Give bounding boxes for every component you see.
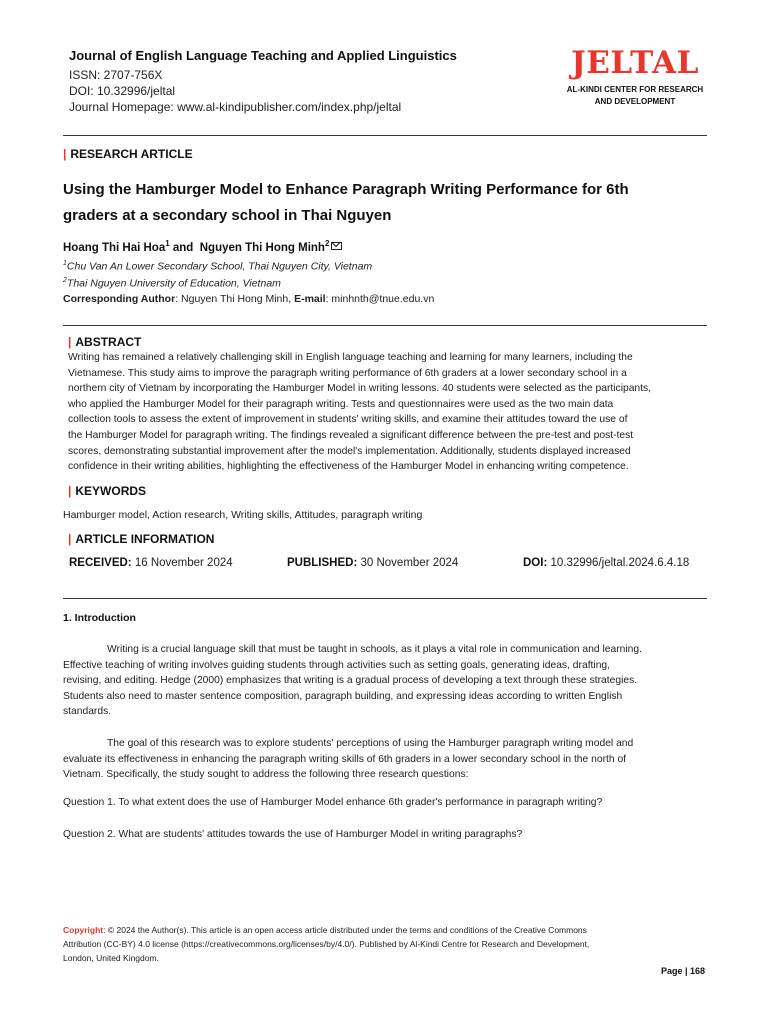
abstract-line: northern city of Vietnam by incorporating the Hamburger Model in writing lessons. 40 students were selected as the participants,	[68, 383, 652, 395]
title-line: graders at a secondary school in Thai Nguyen	[63, 207, 392, 224]
affil-text: Chu Van An Lower Secondary School, Thai Nguyen City, Vietnam	[66, 260, 373, 273]
paragraph-line: standards.	[63, 706, 112, 717]
abstract-line: who applied the Hamburger Model for their paragraph writing. Tests and questionnaires were used as the two main data	[68, 398, 614, 410]
copyright-notice	[63, 923, 703, 965]
copyright-line: Attribution (CC-BY) 4.0 license (https://creativecommons.org/licenses/by/4.0/). Published by Al-Kindi Centre for Research and Development,	[63, 939, 590, 949]
brand-subtitle-2: AND DEVELOPMENT	[594, 97, 676, 106]
affil-text: Thai Nguyen University of Education, Vietnam	[66, 277, 281, 290]
doi-label: DOI:	[523, 557, 548, 569]
section-article-information	[68, 532, 214, 546]
corr-label: Corresponding Author	[63, 293, 176, 305]
issn: ISSN: 2707-756X	[69, 68, 163, 82]
copyright-line: London, United Kingdom.	[63, 953, 159, 963]
section-label: ARTICLE INFORMATION	[75, 532, 215, 546]
author-and: and	[172, 241, 194, 254]
publisher-logo	[560, 45, 710, 108]
affiliation-1	[63, 260, 372, 273]
abstract-line: confidence in their writing abilities, highlighting the effectiveness of the Hamburger Model in enhancing writing competence.	[68, 461, 629, 473]
affil-sup: 1	[63, 260, 67, 267]
email-label: E-mail	[294, 293, 326, 305]
paragraph-1	[63, 642, 703, 720]
paragraph-line: Vietnam. Specifically, the study sought to address the following three research questions:	[63, 769, 469, 780]
abstract-line: collection tools to assess the extent of improvement in students' writing skills, and examine their attitudes toward the use of	[68, 414, 628, 426]
article-doi	[523, 557, 689, 569]
section-label: ABSTRACT	[75, 335, 142, 349]
research-question-1: Question 1. To what extent does the use of Hamburger Model enhance 6th grader's performance in paragraph writing?	[63, 797, 603, 808]
affiliation-2	[63, 277, 281, 290]
section-bar: |	[63, 147, 67, 161]
published-label: PUBLISHED:	[287, 557, 358, 569]
received-value: 16 November 2024	[134, 557, 233, 569]
published-date	[287, 557, 458, 569]
author-sup: 2	[324, 239, 330, 248]
corr-name: : Nguyen Thi Hong Minh,	[175, 293, 292, 305]
page-number: Page | 168	[660, 966, 705, 976]
section-bar: |	[68, 484, 72, 498]
paragraph-2	[63, 736, 703, 783]
section-bar: |	[68, 532, 72, 546]
section-research-article	[63, 147, 193, 161]
section-label: RESEARCH ARTICLE	[70, 147, 193, 161]
abstract-line: scores, demonstrating substantial improvement after the model's implementation. Additionally, students displayed increased	[68, 445, 631, 457]
keywords-list: Hamburger model, Action research, Writing skills, Attitudes, paragraph writing	[63, 509, 423, 521]
authors	[63, 239, 342, 254]
section-bar: |	[68, 335, 72, 349]
copyright-text: : © 2024 the Author(s). This article is an open access article distributed under the terms and conditions of the Creative Commons	[103, 925, 587, 935]
corresponding-author	[63, 293, 434, 305]
paragraph-text: Writing is a crucial language skill that must be taught in schools, as it plays a vital role in communication and learning.	[107, 644, 642, 655]
received-date	[69, 557, 233, 569]
paragraph-line	[63, 642, 703, 658]
published-value: 30 November 2024	[360, 557, 459, 569]
email-value[interactable]: : minhnth@tnue.edu.vn	[325, 293, 435, 305]
paragraph-line: revising, and editing. Hedge (2000) emphasizes that writing is a gradual process of developing a text through these strategies.	[63, 675, 638, 686]
copyright-label: Copyright	[63, 925, 104, 935]
paragraph-text: The goal of this research was to explore students' perceptions of using the Hamburger paragraph writing model and	[107, 738, 634, 749]
abstract-line: the Hamburger Model for paragraph writing. The findings revealed a significant difference between the pre-test and post-test	[68, 429, 634, 441]
paragraph-line: Effective teaching of writing involves guiding students through activities such as setting goals, generating ideas, drafting,	[63, 659, 611, 671]
affil-sup: 2	[63, 277, 67, 284]
paragraph-line: Students also need to master sentence composition, paragraph building, and expressing ideas according to written English	[63, 690, 623, 702]
brand-subtitle-1: AL-KINDI CENTER FOR RESEARCH	[566, 85, 704, 94]
journal-doi: DOI: 10.32996/jeltal	[69, 84, 176, 98]
section-keywords	[68, 484, 146, 498]
section-heading-introduction: 1. Introduction	[63, 612, 136, 624]
journal-title: Journal of English Language Teaching and Applied Linguistics	[69, 48, 457, 63]
divider	[63, 325, 707, 326]
doi-value[interactable]: 10.32996/jeltal.2024.6.4.18	[550, 557, 690, 569]
paragraph-line: evaluate its effectiveness in enhancing the paragraph writing skills of 6th graders in a lower secondary school in the north of	[63, 753, 627, 765]
author-name: Hoang Thi Hai Hoa	[63, 241, 166, 254]
author-sup: 1	[165, 239, 170, 248]
journal-homepage[interactable]: Journal Homepage: www.al-kindipublisher.com/index.php/jeltal	[69, 100, 402, 114]
brand-name: JELTAL	[571, 45, 699, 81]
abstract-line: Vietnamese. This study aims to improve the paragraph writing performance of 6th graders at a lower secondary school in a	[68, 367, 627, 379]
research-question-2: Question 2. What are students' attitudes towards the use of Hamburger Model in writing paragraphs?	[63, 829, 523, 840]
received-label: RECEIVED:	[69, 557, 132, 569]
paragraph-line	[63, 736, 703, 752]
article-title	[63, 177, 703, 229]
abstract-text	[68, 350, 700, 475]
author-name: Nguyen Thi Hong Minh	[199, 241, 325, 254]
header-divider	[63, 135, 707, 136]
copyright-line	[63, 923, 703, 937]
title-line: Using the Hamburger Model to Enhance Paragraph Writing Performance for 6th	[63, 181, 629, 198]
section-label: KEYWORDS	[75, 484, 147, 498]
section-abstract	[68, 335, 141, 349]
envelope-icon[interactable]	[331, 242, 342, 250]
abstract-line: Writing has remained a relatively challenging skill in English language teaching and learning for many learners, including the	[68, 352, 633, 363]
divider	[63, 598, 707, 599]
